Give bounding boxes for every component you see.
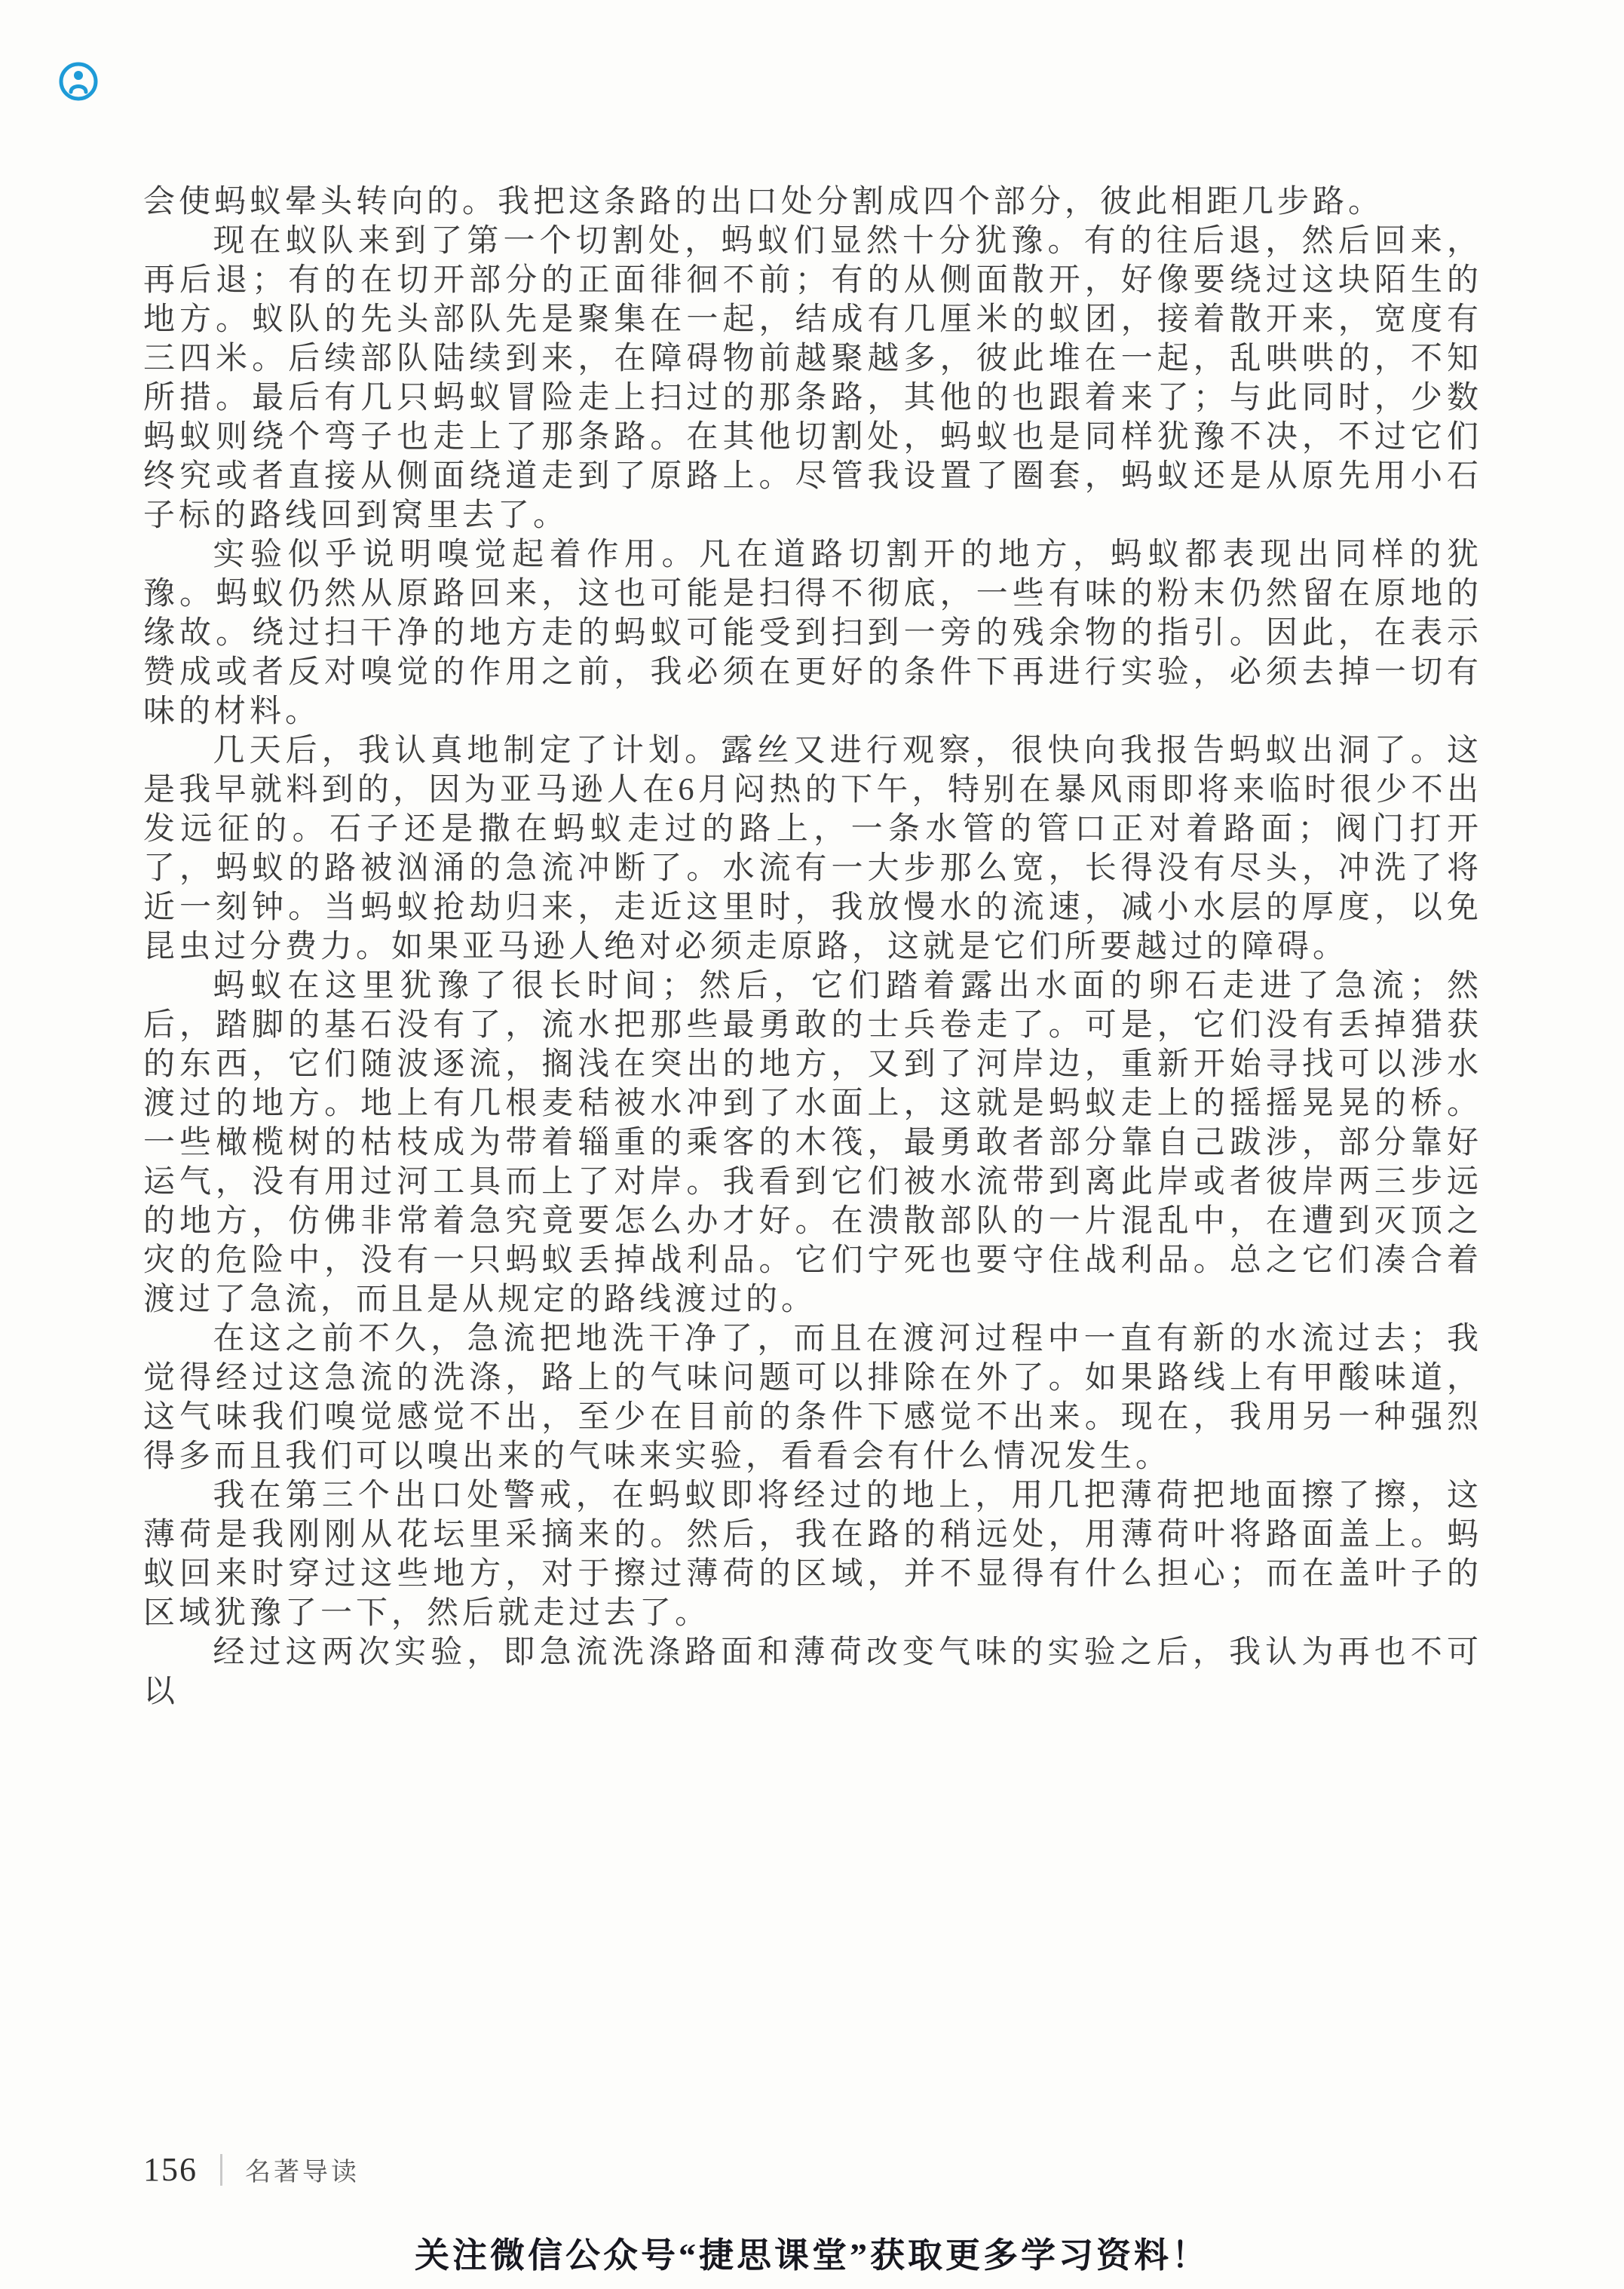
paragraph: 几天后，我认真地制定了计划。露丝又进行观察，很快向我报告蚂蚁出洞了。这是我早就料到的，因为亚马逊人在6月闷热的下午，特别在暴风雨即将来临时很少不出发远征的。石子还是撒在蚂蚁走过的路上，一条水管的管口正对着路面；阀门打开了，蚂蚁的路被汹涌的急流冲断了。水流有一大步那么宽，长得没有尽头，冲洗了将近一刻钟。当蚂蚁抢劫归来，走近这里时，我放慢水的流速，减小水层的厚度，以免昆虫过分费力。如果亚马逊人绝对必须走原路，这就是它们所要越过的障碍。 — [143, 734, 1482, 964]
paragraph: 在这之前不久，急流把地洗干净了，而且在渡河过程中一直有新的水流过去；我觉得经过这急流的洗涤，路上的气味问题可以排除在外了。如果路线上有甲酸味道，这气味我们嗅觉感觉不出，至少在目前的条件下感觉不出来。现在，我用另一种强烈得多而且我们可以嗅出来的气味来实验，看看会有什么情况发生。 — [143, 1322, 1482, 1474]
page-footer — [143, 2150, 360, 2189]
paragraph: 经过这两次实验，即急流洗涤路面和薄荷改变气味的实验之后，我认为再也不可以 — [143, 1635, 1482, 1709]
publisher-logo-icon — [57, 60, 100, 103]
page-number: 156 — [143, 2151, 198, 2188]
paragraph: 会使蚂蚁晕头转向的。我把这条路的出口处分割成四个部分，彼此相距几步路。 — [143, 185, 1384, 219]
section-title: 名著导读 — [245, 2159, 360, 2186]
wechat-notice: 关注微信公众号“捷思课堂”获取更多学习资料！ — [415, 2236, 1209, 2275]
paragraph: 蚂蚁在这里犹豫了很长时间；然后，它们踏着露出水面的卵石走进了急流；然后，踏脚的基石没有了，流水把那些最勇敢的士兵卷走了。可是，它们没有丢掉猎获的东西，它们随波逐流，搁浅在突出的地方，又到了河岸边，重新开始寻找可以涉水渡过的地方。地上有几根麦秸被水冲到了水面上，这就是蚂蚁走上的摇摇晃晃的桥。一些橄榄树的枯枝成为带着辎重的乘客的木筏，最勇敢者部分靠自己跋涉，部分靠好运气，没有用过河工具而上了对岸。我看到它们被水流带到离此岸或者彼岸两三步远的地方，仿佛非常着急究竟要怎么办才好。在溃散部队的一片混乱中，在遭到灭顶之灾的危险中，没有一只蚂蚁丢掉战利品。它们宁死也要守住战利品。总之它们凑合着渡过了急流，而且是从规定的路线渡过的。 — [143, 969, 1482, 1317]
footer-divider — [220, 2154, 222, 2186]
paragraph: 实验似乎说明嗅觉起着作用。凡在道路切割开的地方，蚂蚁都表现出同样的犹豫。蚂蚁仍然从原路回来，这也可能是扫得不彻底，一些有味的粉末仍然留在原地的缘故。绕过扫干净的地方走的蚂蚁可能受到扫到一旁的残余物的指引。因此，在表示赞成或者反对嗅觉的作用之前，我必须在更好的条件下再进行实验，必须去掉一切有味的材料。 — [143, 538, 1482, 729]
paragraph: 现在蚁队来到了第一个切割处，蚂蚁们显然十分犹豫。有的往后退，然后回来，再后退；有的在切开部分的正面徘徊不前；有的从侧面散开，好像要绕过这块陌生的地方。蚁队的先头部队先是聚集在一起，结成有几厘米的蚁团，接着散开来，宽度有三四米。后续部队陆续到来，在障碍物前越聚越多，彼此堆在一起，乱哄哄的，不知所措。最后有几只蚂蚁冒险走上扫过的那条路，其他的也跟着来了；与此同时，少数蚂蚁则绕个弯子也走上了那条路。在其他切割处，蚂蚁也是同样犹豫不决，不过它们终究或者直接从侧面绕道走到了原路上。尽管我设置了圈套，蚂蚁还是从原先用小石子标的路线回到窝里去了。 — [143, 224, 1482, 533]
paragraph: 我在第三个出口处警戒，在蚂蚁即将经过的地上，用几把薄荷把地面擦了擦，这薄荷是我刚刚从花坛里采摘来的。然后，我在路的稍远处，用薄荷叶将路面盖上。蚂蚁回来时穿过这些地方，对于擦过薄荷的区域，并不显得有什么担心；而在盖叶子的区域犹豫了一下，然后就走过去了。 — [143, 1479, 1482, 1631]
body-text — [143, 182, 1482, 1711]
